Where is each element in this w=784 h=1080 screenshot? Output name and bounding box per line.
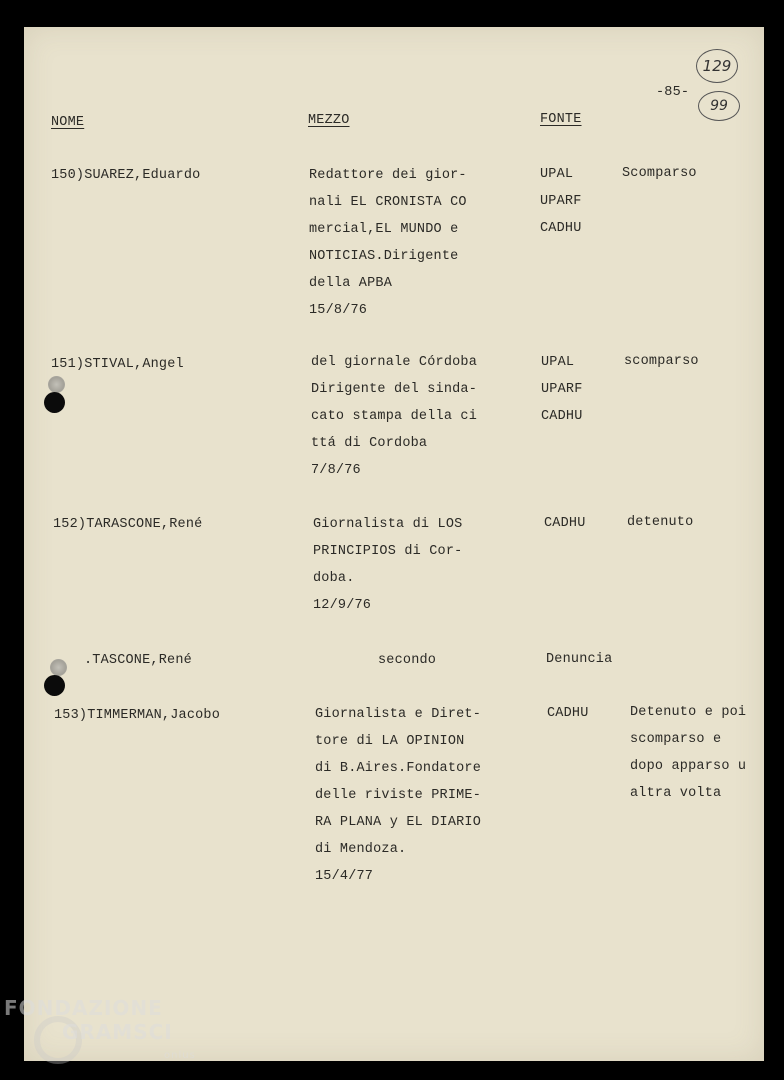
status-text: Detenuto e poi — [630, 705, 747, 720]
entry-name: 152)TARASCONE,René — [53, 517, 203, 532]
mezzo-line: del giornale Córdoba — [311, 355, 478, 370]
entry-name: 150)SUAREZ,Eduardo — [51, 168, 201, 183]
fonte-line: CADHU — [541, 409, 583, 424]
page-number: -85- — [656, 85, 690, 100]
entry-name: 151)STIVAL,Angel — [51, 357, 184, 372]
document-page — [24, 27, 764, 1061]
mezzo-line: secondo — [378, 653, 437, 668]
fonte-line: CADHU — [544, 516, 586, 531]
mezzo-date: 15/4/77 — [315, 869, 374, 884]
fonte-line: UPAL — [541, 355, 575, 370]
mezzo-line: mercial,EL MUNDO e — [309, 222, 459, 237]
watermark-line2: GRAMSCI — [62, 1020, 173, 1044]
entry-name: .TASCONE,René — [84, 653, 192, 668]
mezzo-date: 7/8/76 — [311, 463, 361, 478]
mezzo-date: 12/9/76 — [313, 598, 372, 613]
fonte-line: UPAL — [540, 167, 574, 182]
fonte-line: UPARF — [541, 382, 583, 397]
fonte-line: Denuncia — [546, 652, 613, 667]
status-text: altra volta — [630, 786, 722, 801]
mezzo-line: NOTICIAS.Dirigente — [309, 249, 459, 264]
status-text: detenuto — [627, 515, 694, 530]
mezzo-line: PRINCIPIOS di Cor- — [313, 544, 463, 559]
fonte-line: UPARF — [540, 194, 582, 209]
mezzo-line: ttá di Cordoba — [311, 436, 428, 451]
status-text: Scomparso — [622, 166, 697, 181]
mezzo-line: cato stampa della ci — [311, 409, 478, 424]
punch-hole-icon — [44, 675, 65, 696]
header-fonte: FONTE — [540, 112, 582, 127]
header-mezzo: MEZZO — [308, 113, 350, 128]
fonte-line: CADHU — [540, 221, 582, 236]
archive-number-top: 129 — [696, 49, 738, 83]
mezzo-line: della APBA — [309, 276, 393, 291]
mezzo-line: doba. — [313, 571, 355, 586]
fonte-line: CADHU — [547, 706, 589, 721]
mezzo-line: di B.Aires.Fondatore — [315, 761, 482, 776]
mezzo-line: Giornalista di LOS — [313, 517, 463, 532]
status-text: scomparso — [624, 354, 699, 369]
mezzo-line: di Mendoza. — [315, 842, 407, 857]
watermark-line1: FONDAZIONE — [4, 996, 163, 1020]
archive-number-bottom: 99 — [698, 91, 740, 121]
entry-name: 153)TIMMERMAN,Jacobo — [54, 708, 221, 723]
mezzo-line: RA PLANA y EL DIARIO — [315, 815, 482, 830]
punch-hole-ghost-icon — [50, 659, 67, 676]
mezzo-line: Dirigente del sinda- — [311, 382, 478, 397]
mezzo-line: Redattore dei gior- — [309, 168, 467, 183]
status-text: scomparso e — [630, 732, 722, 747]
watermark-suffix: onlus — [164, 1050, 196, 1061]
mezzo-line: Giornalista e Diret- — [315, 707, 482, 722]
punch-hole-icon — [44, 392, 65, 413]
status-text: dopo apparso u — [630, 759, 747, 774]
mezzo-line: nali EL CRONISTA CO — [309, 195, 467, 210]
punch-hole-ghost-icon — [48, 376, 65, 393]
mezzo-date: 15/8/76 — [309, 303, 368, 318]
mezzo-line: tore di LA OPINION — [315, 734, 465, 749]
mezzo-line: delle riviste PRIME- — [315, 788, 482, 803]
header-nome: NOME — [51, 115, 85, 130]
